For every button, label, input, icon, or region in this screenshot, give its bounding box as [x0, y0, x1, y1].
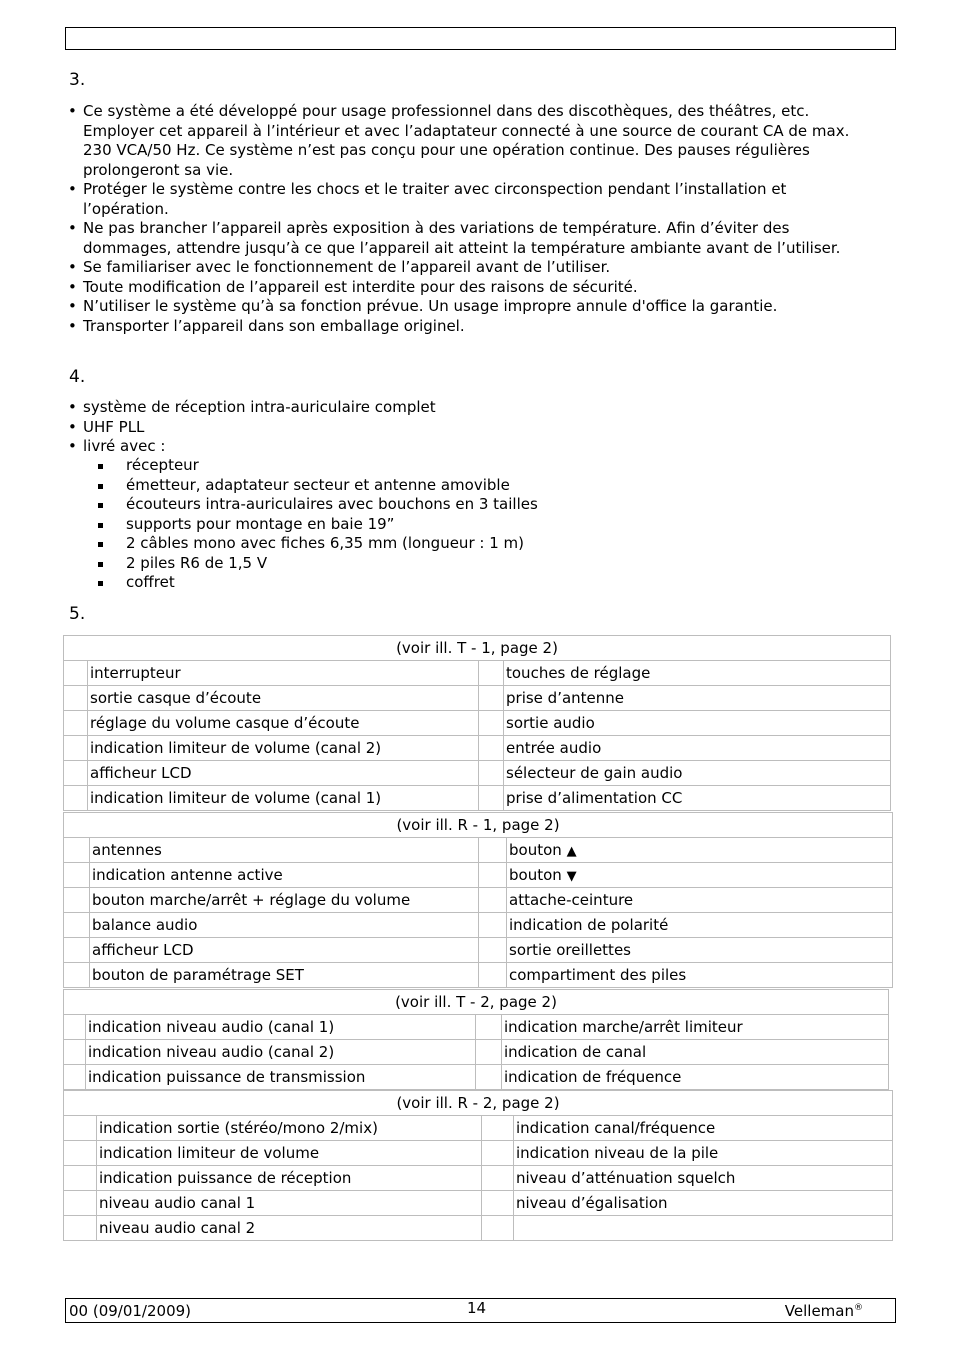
table-row: interrupteur touches de réglage [64, 661, 891, 686]
table-row: indication sortie (stéréo/mono 2/mix) indication canal/fréquence [64, 1116, 893, 1141]
sub-list-item: supports pour montage en baie 19” [96, 515, 538, 535]
list-item: • Ce système a été développé pour usage professionnel dans des discothèques, des théâtres, etc. Employer cet appareil à l’intérieur et avec l’adaptateur connecté à une source de courant CA de max. 230 VCA/50 Hz. Ce système n’est pas conçu pour une opération continue. Des pauses régulières prolongeront sa vie. [67, 102, 867, 180]
list-item: • livré avec : [67, 437, 867, 457]
table-caption: (voir ill. T - 1, page 2) [64, 636, 891, 661]
table-r1 [63, 812, 893, 988]
sub-list-item: récepteur [96, 456, 538, 476]
list-item: • N’utiliser le système qu’à sa fonction prévue. Un usage impropre annule d'office la garantie. [67, 297, 867, 317]
section-5-number: 5. [69, 604, 86, 624]
sub-list-item: émetteur, adaptateur secteur et antenne amovible [96, 476, 538, 496]
section-3-list [67, 102, 867, 336]
table-row: indication puissance de transmission indication de fréquence [64, 1065, 889, 1090]
section-3-number: 3. [69, 70, 86, 90]
list-item: • Ne pas brancher l’appareil après exposition à des variations de température. Afin d’éviter des dommages, attendre jusqu’à ce que l’appareil ait atteint la température ambiante avant de l’utiliser. [67, 219, 867, 258]
table-row: indication limiteur de volume indication niveau de la pile [64, 1141, 893, 1166]
section-4-number: 4. [69, 367, 86, 387]
arrow-down-icon: ▼ [566, 869, 577, 884]
section-4-list [67, 398, 867, 457]
arrow-up-icon: ▲ [566, 844, 577, 859]
table-t1 [63, 635, 891, 811]
sub-list-item: écouteurs intra-auriculaires avec bouchons en 3 tailles [96, 495, 538, 515]
sub-list-item: 2 câbles mono avec fiches 6,35 mm (longueur : 1 m) [96, 534, 538, 554]
table-row: indication limiteur de volume (canal 2) entrée audio [64, 736, 891, 761]
table-row: indication antenne active bouton ▼ [64, 863, 893, 888]
list-item: • Toute modification de l’appareil est interdite pour des raisons de sécurité. [67, 278, 867, 298]
table-row: niveau audio canal 2 [64, 1216, 893, 1241]
sub-list-item: 2 piles R6 de 1,5 V [96, 554, 538, 574]
page-number: 14 [467, 1299, 487, 1317]
table-row: bouton de paramétrage SET compartiment des piles [64, 963, 893, 988]
table-caption: (voir ill. R - 2, page 2) [64, 1091, 893, 1116]
table-t2 [63, 989, 889, 1090]
table-row: afficheur LCD sortie oreillettes [64, 938, 893, 963]
table-row: indication puissance de réception niveau d’atténuation squelch [64, 1166, 893, 1191]
table-caption: (voir ill. T - 2, page 2) [64, 990, 889, 1015]
table-r2 [63, 1090, 893, 1241]
footer [65, 1298, 896, 1323]
footer-version: 00 (09/01/2009) [69, 1302, 192, 1320]
section-4-sublist [96, 456, 538, 593]
table-row: réglage du volume casque d’écoute sortie audio [64, 711, 891, 736]
list-item: • système de réception intra-auriculaire complet [67, 398, 867, 418]
table-row: balance audio indication de polarité [64, 913, 893, 938]
list-item: • Protéger le système contre les chocs et le traiter avec circonspection pendant l’installation et l’opération. [67, 180, 867, 219]
table-row: indication limiteur de volume (canal 1) prise d’alimentation CC [64, 786, 891, 811]
table-row: niveau audio canal 1 niveau d’égalisation [64, 1191, 893, 1216]
table-row: afficheur LCD sélecteur de gain audio [64, 761, 891, 786]
header-box [65, 27, 896, 50]
table-row: bouton marche/arrêt + réglage du volume attache-ceinture [64, 888, 893, 913]
table-row: indication niveau audio (canal 2) indication de canal [64, 1040, 889, 1065]
table-row: sortie casque d’écoute prise d’antenne [64, 686, 891, 711]
list-item: • UHF PLL [67, 418, 867, 438]
list-item: • Transporter l’appareil dans son emballage originel. [67, 317, 867, 337]
table-row: antennes bouton ▲ [64, 838, 893, 863]
sub-list-item: coffret [96, 573, 538, 593]
list-item: • Se familiariser avec le fonctionnement de l’appareil avant de l’utiliser. [67, 258, 867, 278]
footer-brand: Velleman® [784, 1302, 863, 1320]
table-row: indication niveau audio (canal 1) indication marche/arrêt limiteur [64, 1015, 889, 1040]
table-caption: (voir ill. R - 1, page 2) [64, 813, 893, 838]
